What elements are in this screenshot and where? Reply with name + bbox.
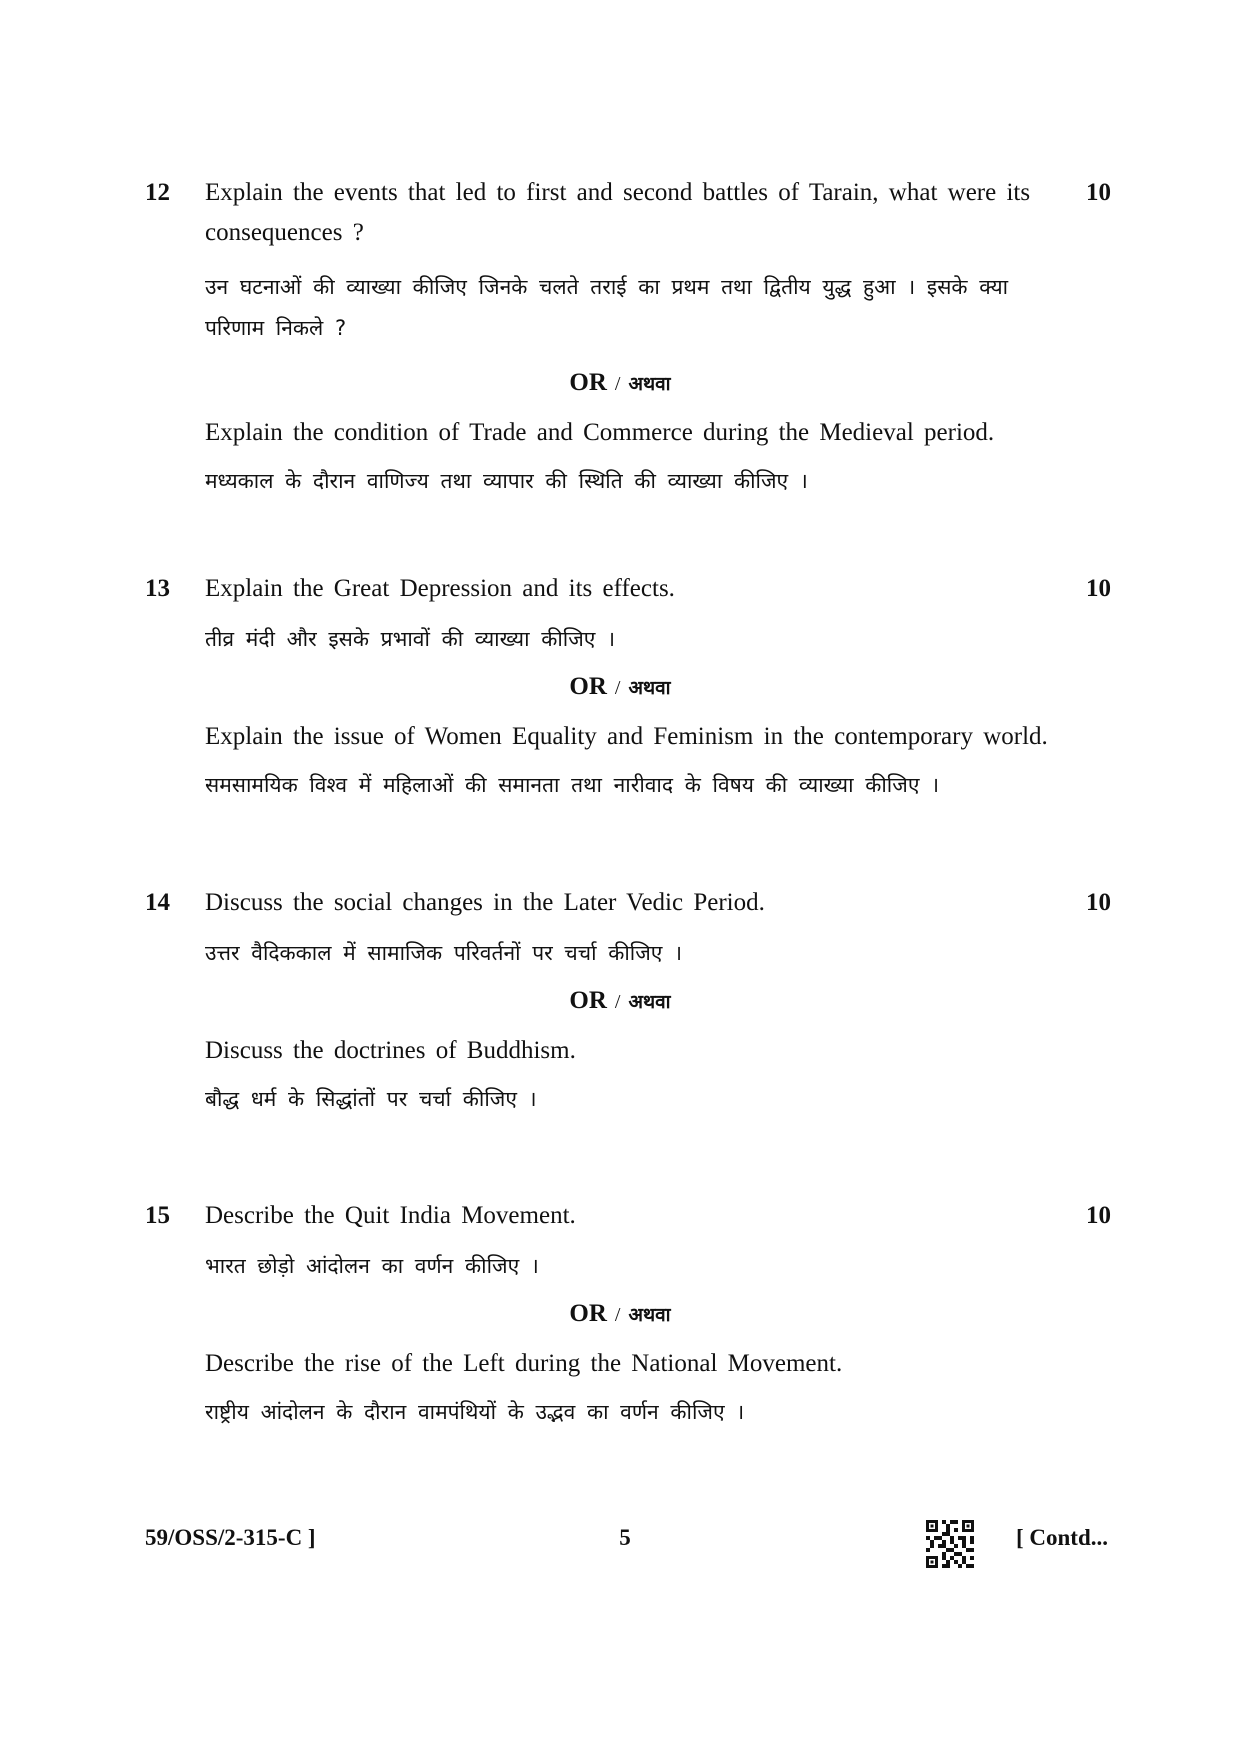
or-label-hindi: अथवा	[628, 677, 671, 699]
question-number: 12	[145, 179, 170, 206]
question-marks: 10	[1086, 575, 1111, 602]
alternative-text-hindi: राष्ट्रीय आंदोलन के दौरान वामपंथियों के उद्भव का वर्णन कीजिए ।	[205, 1400, 745, 1424]
alternative-text-hindi: समसामयिक विश्व में महिलाओं की समानता तथा नारीवाद के विषय की व्याख्या कीजिए ।	[205, 773, 940, 797]
question-marks: 10	[1086, 889, 1111, 916]
alternative-text-english: Explain the condition of Trade and Commerce during the Medieval period.	[205, 419, 995, 446]
qr-code-icon	[926, 1520, 974, 1568]
question-text-hindi: भारत छोड़ो आंदोलन का वर्णन कीजिए ।	[205, 1254, 539, 1278]
or-divider	[0, 363, 1240, 404]
question-marks: 10	[1086, 179, 1111, 206]
page-number: 5	[619, 1525, 631, 1550]
or-divider	[0, 667, 1240, 708]
question-text-english: Explain the events that led to first and second battles of Tarain, what were its consequences ?	[205, 179, 1031, 246]
question-marks: 10	[1086, 1202, 1111, 1229]
question-text-english: Discuss the social changes in the Later Vedic Period.	[205, 889, 765, 916]
alternative-text-english: Explain the issue of Women Equality and Feminism in the contemporary world.	[205, 723, 1048, 750]
or-label-separator: /	[614, 991, 621, 1013]
question-text-hindi: उन घटनाओं की व्याख्या कीजिए जिनके चलते तराई का प्रथम तथा द्वितीय युद्ध हुआ । इसके क्या परिणाम निकले ?	[205, 275, 1009, 340]
or-label-separator: /	[614, 677, 621, 699]
question-text-hindi: उत्तर वैदिककाल में सामाजिक परिवर्तनों पर चर्चा कीजिए ।	[205, 941, 683, 965]
question-text-hindi: तीव्र मंदी और इसके प्रभावों की व्याख्या कीजिए ।	[205, 627, 616, 651]
alternative-text-english: Discuss the doctrines of Buddhism.	[205, 1037, 576, 1064]
or-label-separator: /	[614, 1304, 621, 1326]
paper-code: 59/OSS/2-315-C ]	[145, 1525, 316, 1550]
question-number: 15	[145, 1202, 170, 1229]
question-text-english: Describe the Quit India Movement.	[205, 1202, 576, 1229]
question-text-english: Explain the Great Depression and its effects.	[205, 575, 675, 602]
or-divider	[0, 981, 1240, 1022]
or-label-english: OR	[569, 987, 607, 1014]
alternative-text-hindi: मध्यकाल के दौरान वाणिज्य तथा व्यापार की स्थिति की व्याख्या कीजिए ।	[205, 469, 808, 493]
alternative-text-hindi: बौद्ध धर्म के सिद्धांतों पर चर्चा कीजिए ।	[205, 1087, 537, 1111]
continued-label: [ Contd...	[1016, 1525, 1109, 1550]
or-divider	[0, 1294, 1240, 1335]
or-label-hindi: अथवा	[628, 991, 671, 1013]
or-label-english: OR	[569, 1300, 607, 1327]
question-number: 13	[145, 575, 170, 602]
or-label-hindi: अथवा	[628, 373, 671, 395]
page-footer	[0, 1518, 1240, 1558]
or-label-hindi: अथवा	[628, 1304, 671, 1326]
or-label-english: OR	[569, 673, 607, 700]
alternative-text-english: Describe the rise of the Left during the National Movement.	[205, 1350, 843, 1377]
question-number: 14	[145, 889, 170, 916]
or-label-separator: /	[614, 373, 621, 395]
or-label-english: OR	[569, 369, 607, 396]
